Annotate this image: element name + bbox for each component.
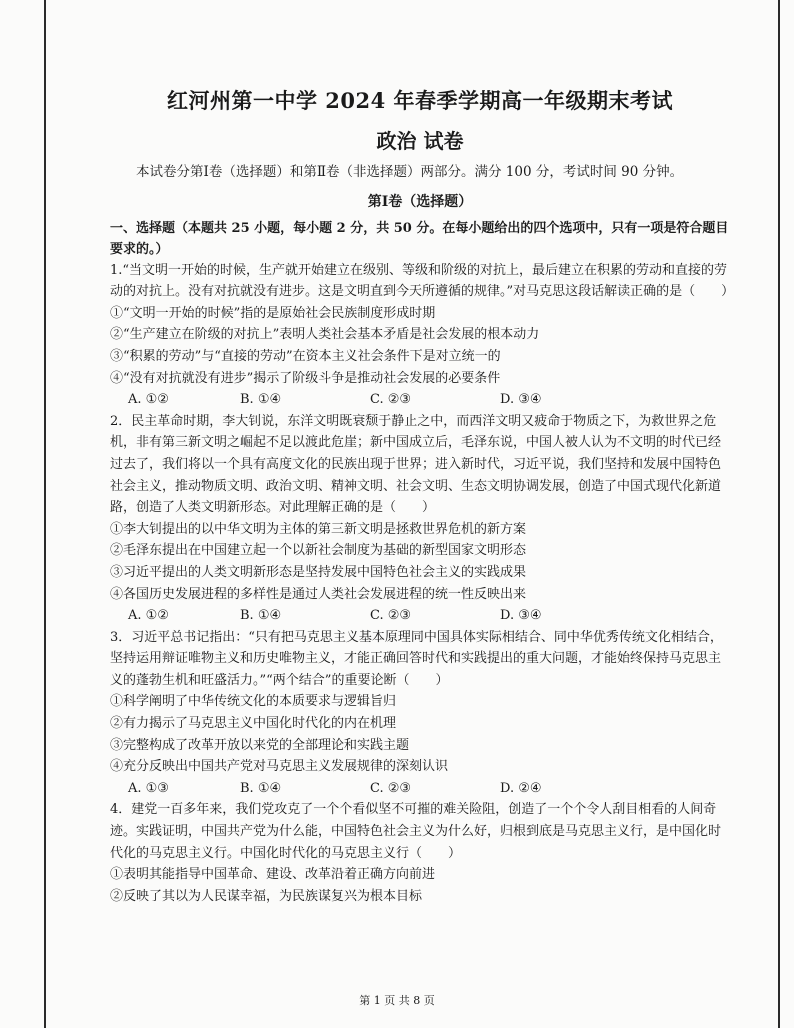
exam-subtitle: 政治 试卷 — [376, 129, 464, 153]
answer-choices — [110, 605, 730, 627]
section-instruction: 一、选择题（本题共 25 小题，每小题 2 分，共 50 分。在每小题给出的四个选项中，只有一项是符合题目要求的。） — [110, 220, 729, 257]
page-number: 第 1 页 共 8 页 — [359, 994, 435, 1007]
answer-choice-b[interactable]: B. ①④ — [240, 392, 282, 408]
question-statement: ②反映了其以为人民谋幸福，为民族谋复兴为根本目标 — [110, 888, 423, 904]
question-statement: ③“积累的劳动”与“直接的劳动”在资本主义社会条件下是对立统一的 — [110, 348, 501, 364]
question-statement: ②“生产建立在阶级的对抗上”表明人类社会基本矛盾是社会发展的根本动力 — [110, 327, 540, 343]
question-statement: ④充分反映出中国共产党对马克思主义发展规律的深刻认识 — [110, 759, 449, 775]
page-border-right — [778, 0, 780, 1028]
question-list — [110, 260, 735, 908]
answer-choice-d[interactable]: D. ③④ — [500, 392, 542, 408]
answer-choice-b[interactable]: B. ①④ — [240, 608, 282, 624]
answer-choices — [110, 389, 730, 411]
answer-choice-a[interactable]: A. ①③ — [128, 780, 169, 796]
page-border-left — [44, 0, 46, 1028]
question-stem: 1.“当文明一开始的时候，生产就开始建立在级别、等级和阶级的对抗上，最后建立在积累的劳动和直接的劳动的对抗上。没有对抗就没有进步。这是文明直到今天所遵循的规律。”对马克思这段话解读正确的是（ ） — [110, 262, 735, 300]
question-statement: ①“文明一开始的时候”指的是原始社会民族制度形成时期 — [110, 305, 436, 321]
question-4 — [110, 799, 730, 907]
question-statement: ③习近平提出的人类文明新形态是坚持发展中国特色社会主义的实践成果 — [110, 564, 527, 580]
question-statement: ②毛泽东提出在中国建立起一个以新社会制度为基础的新型国家文明形态 — [110, 543, 527, 559]
answer-choice-a[interactable]: A. ①② — [128, 608, 169, 624]
answer-choice-b[interactable]: B. ①④ — [240, 780, 282, 796]
question-stem: 4．建党一百多年来，我们党攻克了一个个看似坚不可摧的难关险阻，创造了一个个令人刮目相看的人间奇迹。实践证明，中国共产党为什么能，中国特色社会主义为什么好，归根到底是马克思主义行，是中国化时代化的马克思主义行。中国化时代化的马克思主义行（ ） — [110, 802, 722, 861]
question-3 — [110, 627, 730, 800]
answer-choice-c[interactable]: C. ②③ — [370, 780, 412, 796]
question-stem: 2．民主革命时期，李大钊说，东洋文明既衰颓于静止之中，而西洋文明又疲命于物质之下，为救世界之危机，非有第三新文明之崛起不足以渡此危崖；新中国成立后，毛泽东说，中国人被人认为不文明的时代已经过去了，我们将以一个具有高度文化的民族出现于世界；进入新时代，习近平说，我们坚持和发展中国特色社会主义，推动物质文明、政治文明、精神文明、社会文明、生态文明协调发展，创造了中国式现代化新道路，创造了人类文明新形态。对此理解正确的是（ ） — [110, 413, 722, 516]
exam-title: 红河州第一中学 2024 年春季学期高一年级期末考试 — [166, 88, 674, 113]
question-1 — [110, 260, 735, 411]
question-statement: ①李大钊提出的以中华文明为主体的第三新文明是拯救世界危机的新方案 — [110, 521, 527, 537]
page-content — [110, 86, 735, 907]
answer-choice-d[interactable]: D. ③④ — [500, 608, 542, 624]
answer-choices — [110, 778, 730, 800]
question-statement: ③完整构成了改革开放以来党的全部理论和实践主题 — [110, 737, 410, 753]
section-title: 第Ⅰ卷（选择题） — [367, 194, 473, 210]
question-statement: ①表明其能指导中国革命、建设、改革沿着正确方向前进 — [110, 867, 436, 883]
question-statement: ④各国历史发展进程的多样性是通过人类社会发展进程的统一性反映出来 — [110, 586, 527, 602]
question-statement: ④“没有对抗就没有进步”揭示了阶级斗争是推动社会发展的必要条件 — [110, 370, 501, 386]
question-statement: ①科学阐明了中华传统文化的本质要求与逻辑旨归 — [110, 694, 397, 710]
exam-intro: 本试卷分第Ⅰ卷（选择题）和第Ⅱ卷（非选择题）两部分。满分 100 分，考试时间 90 分钟。 — [136, 164, 684, 180]
question-statement: ②有力揭示了马克思主义中国化时代化的内在机理 — [110, 716, 397, 732]
answer-choice-a[interactable]: A. ①② — [128, 392, 169, 408]
question-stem: 3．习近平总书记指出：“只有把马克思主义基本原理同中国具体实际相结合、同中华优秀传统文化相结合，坚持运用辩证唯物主义和历史唯物主义，才能正确回答时代和实践提出的重大问题，才能始终保持马克思主义的蓬勃生机和旺盛活力。”“两个结合”的重要论断（ ） — [110, 629, 723, 688]
answer-choice-d[interactable]: D. ②④ — [500, 780, 542, 796]
question-2 — [110, 411, 730, 627]
answer-choice-c[interactable]: C. ②③ — [370, 608, 412, 624]
answer-choice-c[interactable]: C. ②③ — [370, 392, 412, 408]
